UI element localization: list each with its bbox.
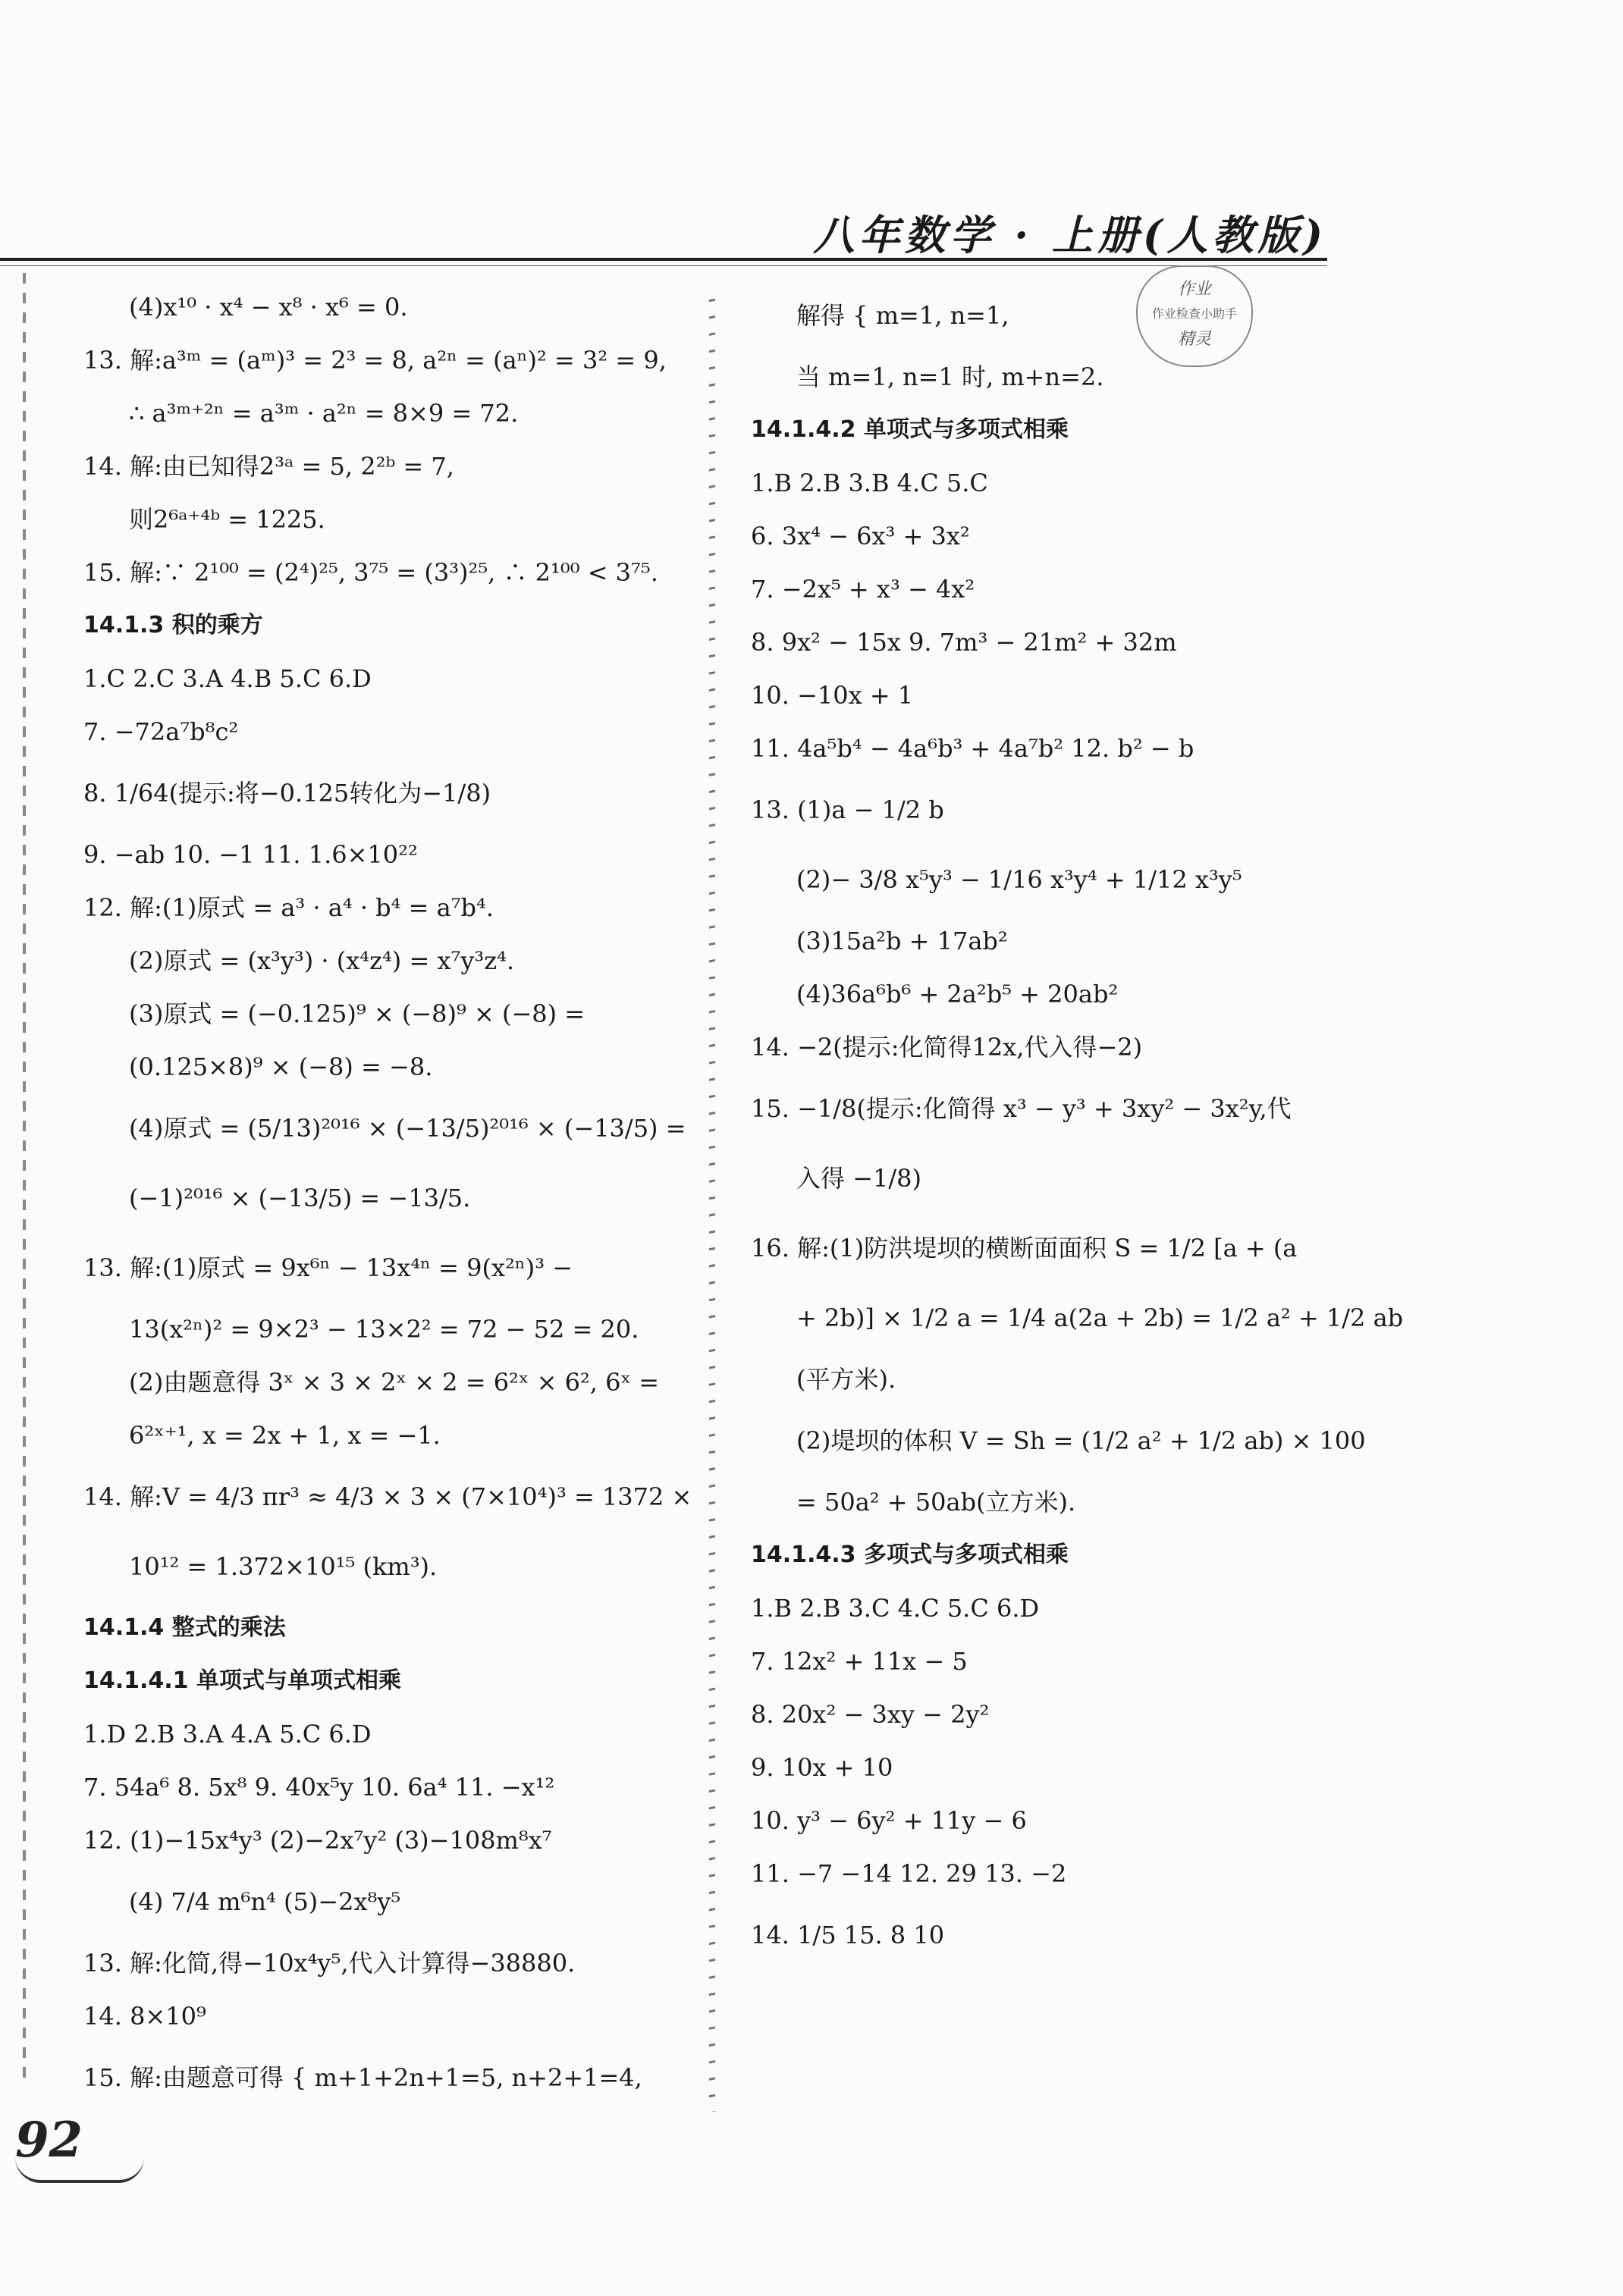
answer-line: 1.B 2.B 3.C 4.C 5.C 6.D <box>751 1594 1040 1623</box>
answer-line: ∴ a³ᵐ⁺²ⁿ = a³ᵐ · a²ⁿ = 8×9 = 72. <box>129 399 519 428</box>
right-column <box>751 281 1404 1970</box>
answer-line: 解得 { m=1, n=1, <box>796 301 1009 330</box>
answer-line: 6. 3x⁴ − 6x³ + 3x² <box>751 522 970 550</box>
section-heading: 14.1.4 整式的乘法 <box>83 1614 286 1641</box>
answer-line: 13. 解:化简,得−10x⁴y⁵,代入计算得−38880. <box>83 1949 576 1978</box>
section-heading: 14.1.4.1 单项式与单项式相乘 <box>83 1667 402 1694</box>
answer-line: (4) 7/4 m⁶n⁴ (5)−2x⁸y⁵ <box>129 1887 401 1916</box>
answer-line: 14. 解:由已知得2³ᵃ = 5, 2²ᵇ = 7, <box>83 452 454 481</box>
answer-line: 入得 −1/8) <box>796 1164 921 1193</box>
answer-line: (4)原式 = (5/13)²⁰¹⁶ × (−13/5)²⁰¹⁶ × (−13/5) = <box>129 1114 686 1143</box>
answer-line: 14. 1/5 15. 8 10 <box>751 1921 945 1949</box>
answer-line: (平方米). <box>796 1365 896 1394</box>
answer-line: 14. 8×10⁹ <box>83 2002 206 2031</box>
answer-line: 10. y³ − 6y² + 11y − 6 <box>751 1806 1027 1835</box>
page-number-text: 92 <box>15 2112 83 2169</box>
answer-line: 1.B 2.B 3.B 4.C 5.C <box>751 469 988 497</box>
answer-line: (3)15a²b + 17ab² <box>796 927 1008 955</box>
answer-line: 14. −2(提示:化简得12x,代入得−2) <box>751 1033 1143 1062</box>
answer-line: 11. 4a⁵b⁴ − 4a⁶b³ + 4a⁷b² 12. b² − b <box>751 734 1194 763</box>
section-heading: 14.1.4.3 多项式与多项式相乘 <box>751 1542 1069 1568</box>
answer-line: 12. 解:(1)原式 = a³ · a⁴ · b⁴ = a⁷b⁴. <box>83 893 494 922</box>
answer-line: 9. 10x + 10 <box>751 1753 893 1782</box>
answer-line: (2)原式 = (x³y³) · (x⁴z⁴) = x⁷y³z⁴. <box>129 946 515 975</box>
answer-line: 7. −72a⁷b⁸c² <box>83 717 239 746</box>
answer-line: 10. −10x + 1 <box>751 681 914 710</box>
section-heading: 14.1.4.2 单项式与多项式相乘 <box>751 416 1069 443</box>
answer-line: 7. −2x⁵ + x³ − 4x² <box>751 575 975 604</box>
answer-line: 10¹² = 1.372×10¹⁵ (km³). <box>129 1552 438 1581</box>
binding-edge-line <box>23 273 26 2078</box>
answer-line: 8. 20x² − 3xy − 2y² <box>751 1700 990 1729</box>
answer-line: (−1)²⁰¹⁶ × (−13/5) = −13/5. <box>129 1184 471 1212</box>
answer-line: 12. (1)−15x⁴y³ (2)−2x⁷y² (3)−108m⁸x⁷ <box>83 1826 552 1855</box>
answer-line: 13. 解:a³ᵐ = (aᵐ)³ = 2³ = 8, a²ⁿ = (aⁿ)² = 3² = 9, <box>83 346 667 375</box>
answer-line: 7. 54a⁶ 8. 5x⁸ 9. 40x⁵y 10. 6a⁴ 11. −x¹² <box>83 1773 555 1802</box>
leaf-ornament-icon <box>15 2157 144 2183</box>
answer-line: 8. 1/64(提示:将−0.125转化为−1/8) <box>83 779 491 808</box>
stamp-line-2: 作业检查小助手 <box>1151 306 1237 321</box>
answer-line: 15. 解:由题意可得 { m+1+2n+1=5, n+2+1=4, <box>83 2063 642 2092</box>
answer-line: (0.125×8)⁹ × (−8) = −8. <box>129 1052 433 1081</box>
answer-line: 16. 解:(1)防洪堤坝的横断面面积 S = 1/2 [a + (a <box>751 1234 1298 1262</box>
answer-line: 15. −1/8(提示:化简得 x³ − y³ + 3xy² − 3x²y,代 <box>751 1094 1292 1123</box>
answer-line: 14. 解:V = 4/3 πr³ ≈ 4/3 × 3 × (7×10⁴)³ = 1372 × <box>83 1482 692 1511</box>
answer-line: (4)36a⁶b⁶ + 2a²b⁵ + 20ab² <box>796 980 1119 1008</box>
answer-line: 13(x²ⁿ)² = 9×2³ − 13×2² = 72 − 52 = 20. <box>129 1315 639 1344</box>
answer-line: 1.C 2.C 3.A 4.B 5.C 6.D <box>83 664 372 693</box>
answer-line: (4)x¹⁰ · x⁴ − x⁸ · x⁶ = 0. <box>129 293 408 322</box>
left-column <box>83 281 720 2113</box>
answer-line: = 50a² + 50ab(立方米). <box>796 1488 1076 1517</box>
section-heading: 14.1.3 积的乘方 <box>83 612 263 638</box>
stamp-line-3: 精灵 <box>1177 330 1211 349</box>
page-number <box>15 2112 152 2180</box>
answer-line: 13. 解:(1)原式 = 9x⁶ⁿ − 13x⁴ⁿ = 9(x²ⁿ)³ − <box>83 1253 573 1282</box>
answer-line: 11. −7 −14 12. 29 13. −2 <box>751 1859 1067 1888</box>
answer-line: 7. 12x² + 11x − 5 <box>751 1647 968 1676</box>
page-header-title: 八年数学 · 上册(人教版) <box>813 211 1327 259</box>
stamp-line-1: 作业 <box>1177 280 1211 299</box>
answer-line: 13. (1)a − 1/2 b <box>751 795 944 824</box>
answer-line: (2)由题意得 3ˣ × 3 × 2ˣ × 2 = 6²ˣ × 6², 6ˣ = <box>129 1368 660 1397</box>
answer-line: 9. −ab 10. −1 11. 1.6×10²² <box>83 840 418 869</box>
answer-line: 6²ˣ⁺¹, x = 2x + 1, x = −1. <box>129 1421 441 1450</box>
answer-line: 则2⁶ᵃ⁺⁴ᵇ = 1225. <box>129 505 325 534</box>
header-rule <box>0 258 1327 261</box>
answer-line: 8. 9x² − 15x 9. 7m³ − 21m² + 32m <box>751 628 1177 657</box>
answer-line: 当 m=1, n=1 时, m+n=2. <box>796 362 1104 391</box>
answer-line: 15. 解:∵ 2¹⁰⁰ = (2⁴)²⁵, 3⁷⁵ = (3³)²⁵, ∴ 2¹⁰⁰ < 3⁷⁵. <box>83 558 658 587</box>
header-rule-thin <box>0 265 1327 266</box>
answer-line: (2)堤坝的体积 V = Sh = (1/2 a² + 1/2 ab) × 100 <box>796 1426 1366 1455</box>
answer-line: (3)原式 = (−0.125)⁹ × (−8)⁹ × (−8) = <box>129 999 585 1028</box>
answer-line: + 2b)] × 1/2 a = 1/4 a(2a + 2b) = 1/2 a² + 1/2 ab <box>796 1303 1404 1332</box>
answer-line: (2)− 3/8 x⁵y³ − 1/16 x³y⁴ + 1/12 x³y⁵ <box>796 865 1242 894</box>
answer-line: 1.D 2.B 3.A 4.A 5.C 6.D <box>83 1720 372 1749</box>
